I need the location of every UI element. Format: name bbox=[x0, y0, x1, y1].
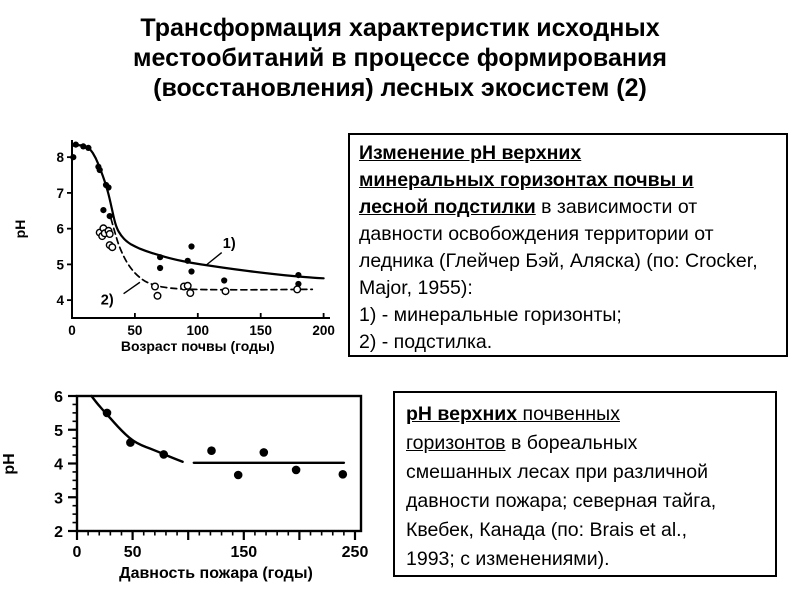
data-point bbox=[188, 243, 194, 249]
annotation-leader bbox=[124, 282, 140, 293]
curve-label: 2) bbox=[100, 292, 114, 309]
data-point bbox=[105, 184, 111, 190]
glacier-caption-box bbox=[348, 133, 788, 357]
data-point-open bbox=[294, 286, 301, 293]
fire-ph-chart bbox=[0, 375, 385, 590]
caption-line: Квебек, Канада (по: Brais et al., bbox=[406, 519, 688, 541]
data-point bbox=[234, 471, 243, 480]
data-point bbox=[188, 268, 194, 274]
caption-line: рН верхних почвенных bbox=[406, 403, 620, 425]
data-point bbox=[73, 142, 79, 148]
slide-title-line: местообитаний в процессе формирования bbox=[133, 44, 667, 72]
slide-title bbox=[0, 13, 800, 103]
y-axis-title: pH bbox=[1, 453, 18, 475]
data-point bbox=[295, 272, 301, 278]
y-tick-label: 6 bbox=[54, 389, 63, 406]
x-axis-title: Возраст почвы (годы) bbox=[120, 338, 275, 354]
y-tick-label: 5 bbox=[56, 257, 64, 273]
caption-line: 1) - минеральные горизонты; bbox=[359, 304, 622, 326]
x-tick-label: 250 bbox=[341, 544, 369, 561]
glacier-ph-chart bbox=[0, 125, 345, 367]
data-point-open bbox=[222, 288, 229, 295]
data-point bbox=[339, 470, 348, 479]
caption-line: Изменение рН верхних bbox=[359, 142, 582, 164]
data-point bbox=[221, 277, 227, 283]
x-tick-label: 0 bbox=[68, 323, 76, 338]
x-tick-label: 50 bbox=[127, 323, 143, 338]
caption-line: давности освобождения территории от bbox=[359, 223, 714, 245]
x-tick-label: 150 bbox=[230, 544, 258, 561]
caption-line: горизонтов в бореальных bbox=[406, 432, 638, 454]
caption-line: 1993; с изменениями). bbox=[406, 548, 610, 570]
data-point bbox=[85, 145, 91, 151]
data-point-open bbox=[109, 244, 116, 251]
data-point-open bbox=[106, 231, 113, 238]
caption-line: давности пожара; северная тайга, bbox=[406, 490, 717, 512]
y-tick-label: 5 bbox=[54, 422, 63, 440]
curve-label: 1) bbox=[222, 235, 236, 252]
data-point-open bbox=[152, 283, 159, 290]
caption-line: ледника (Глейчер Бэй, Аляска) (по: Crocker, bbox=[359, 250, 758, 272]
y-tick-label: 7 bbox=[56, 185, 64, 201]
data-point bbox=[100, 207, 106, 213]
caption-line: 2) - подстилка. bbox=[359, 331, 493, 353]
slide-title-line: (восстановления) лесных экосистем (2) bbox=[153, 74, 647, 102]
data-point bbox=[185, 258, 191, 264]
series-2) bbox=[96, 219, 312, 300]
x-tick-label: 100 bbox=[186, 323, 210, 338]
data-point bbox=[70, 154, 76, 160]
x-tick-label: 50 bbox=[123, 544, 142, 561]
data-point-open bbox=[154, 293, 161, 300]
data-point bbox=[292, 466, 301, 475]
x-tick-label: 150 bbox=[249, 323, 272, 338]
data-point-open bbox=[187, 290, 194, 297]
data-point-open bbox=[184, 283, 191, 290]
y-tick-label: 4 bbox=[54, 456, 63, 474]
x-tick-label: 0 bbox=[72, 544, 82, 561]
data-point bbox=[107, 213, 113, 219]
y-tick-label: 6 bbox=[56, 221, 64, 237]
y-tick-label: 2 bbox=[54, 524, 63, 541]
y-tick-label: 3 bbox=[54, 490, 63, 508]
caption-line: лесной подстилки в зависимости от bbox=[359, 196, 698, 218]
data-point bbox=[97, 167, 103, 173]
slide-title-line: Трансформация характеристик исходных bbox=[140, 14, 660, 42]
series-trend bbox=[92, 396, 183, 462]
y-tick-label: 8 bbox=[56, 150, 64, 166]
data-point bbox=[260, 448, 269, 457]
caption-line: смешанных лесах при различной bbox=[406, 461, 709, 483]
y-tick-label: 4 bbox=[56, 293, 64, 309]
data-point bbox=[207, 446, 216, 455]
series-1) bbox=[70, 142, 323, 288]
x-tick-label: 200 bbox=[312, 323, 335, 338]
caption-line: Major, 1955): bbox=[359, 277, 473, 299]
data-point bbox=[157, 254, 163, 260]
caption-line: минеральных горизонтах почвы и bbox=[359, 169, 694, 191]
fire-caption-box bbox=[393, 391, 777, 577]
x-axis-title: Давность пожара (годы) bbox=[119, 565, 313, 582]
annotation-leader bbox=[207, 253, 222, 265]
data-point bbox=[157, 265, 163, 271]
y-axis-title: pH bbox=[12, 219, 28, 239]
